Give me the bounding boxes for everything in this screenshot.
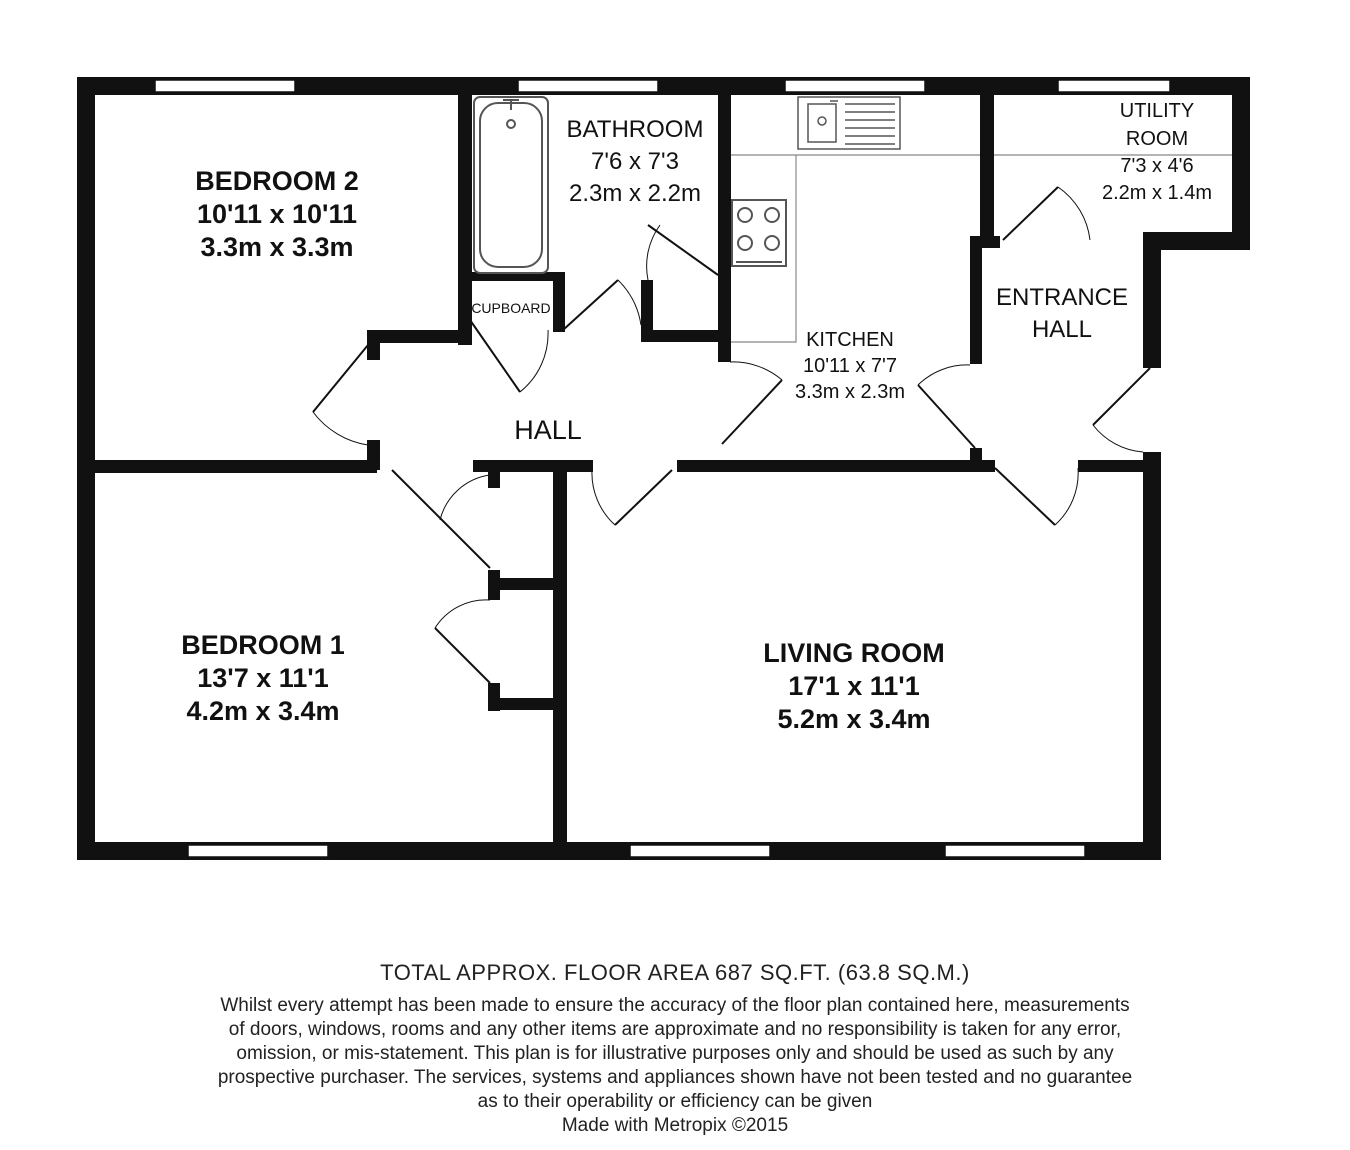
room-metric: 3.3m x 3.3m [200, 232, 354, 262]
window-living-right [945, 845, 1085, 857]
kitchen-sink [798, 97, 900, 149]
total-floor-area: TOTAL APPROX. FLOOR AREA 687 SQ.FT. (63.8 SQ.M.) [380, 960, 970, 985]
footer [0, 960, 1350, 1138]
hob [732, 200, 786, 266]
room-metric: 3.3m x 2.3m [794, 381, 906, 403]
bathtub [474, 97, 548, 273]
room-bathroom [567, 116, 704, 207]
room-name-line2: ROOM [1125, 128, 1189, 150]
room-metric: 4.2m x 3.4m [186, 696, 340, 726]
window-utility [1058, 80, 1170, 92]
room-name: HALL [514, 415, 582, 445]
disclaimer-line: omission, or mis-statement. This plan is for illustrative purposes only and should be used as such by any [236, 1043, 1114, 1064]
credit: Made with Metropix ©2015 [561, 1115, 789, 1136]
window-bedroom1 [188, 845, 328, 857]
room-imperial: 7'3 x 4'6 [1120, 155, 1194, 177]
room-imperial: 10'11 x 10'11 [196, 199, 358, 229]
room-name: LIVING ROOM [763, 638, 945, 668]
room-imperial: 17'1 x 11'1 [788, 671, 920, 701]
room-cupboard [471, 300, 550, 316]
room-name-line1: UTILITY [1119, 100, 1195, 122]
room-name: KITCHEN [806, 329, 894, 351]
disclaimer-line: of doors, windows, rooms and any other items are approximate and no responsibility is taken for any error, [228, 1019, 1122, 1040]
window-living-left [630, 845, 770, 857]
disclaimer-line: prospective purchaser. The services, systems and appliances shown have not been tested and no guarantee [217, 1067, 1133, 1088]
room-utility [1102, 100, 1212, 204]
room-kitchen [795, 329, 905, 403]
disclaimer-line: as to their operability or efficiency can be given [477, 1091, 873, 1112]
window-kitchen [785, 80, 925, 92]
room-name: BATHROOM [566, 116, 704, 143]
room-living-room [763, 638, 945, 734]
room-entrance-hall [996, 284, 1128, 343]
room-metric: 2.3m x 2.2m [568, 180, 702, 207]
room-imperial: 10'11 x 7'7 [802, 355, 898, 377]
disclaimer-line: Whilst every attempt has been made to ensure the accuracy of the floor plan contained here, measurements [220, 995, 1130, 1016]
room-name: CUPBOARD [471, 300, 551, 316]
room-name-line1: ENTRANCE [995, 284, 1129, 311]
room-name: BEDROOM 2 [195, 166, 359, 196]
window-bedroom2 [155, 80, 295, 92]
room-metric: 5.2m x 3.4m [777, 704, 931, 734]
window-bathroom [518, 80, 658, 92]
room-hall [514, 415, 582, 445]
room-bedroom1 [181, 630, 345, 726]
room-imperial: 7'6 x 7'3 [591, 148, 679, 175]
room-name-line2: HALL [1031, 316, 1093, 343]
room-metric: 2.2m x 1.4m [1101, 182, 1213, 204]
room-imperial: 13'7 x 11'1 [197, 663, 329, 693]
room-name: BEDROOM 1 [181, 630, 345, 660]
room-bedroom2 [195, 166, 359, 262]
